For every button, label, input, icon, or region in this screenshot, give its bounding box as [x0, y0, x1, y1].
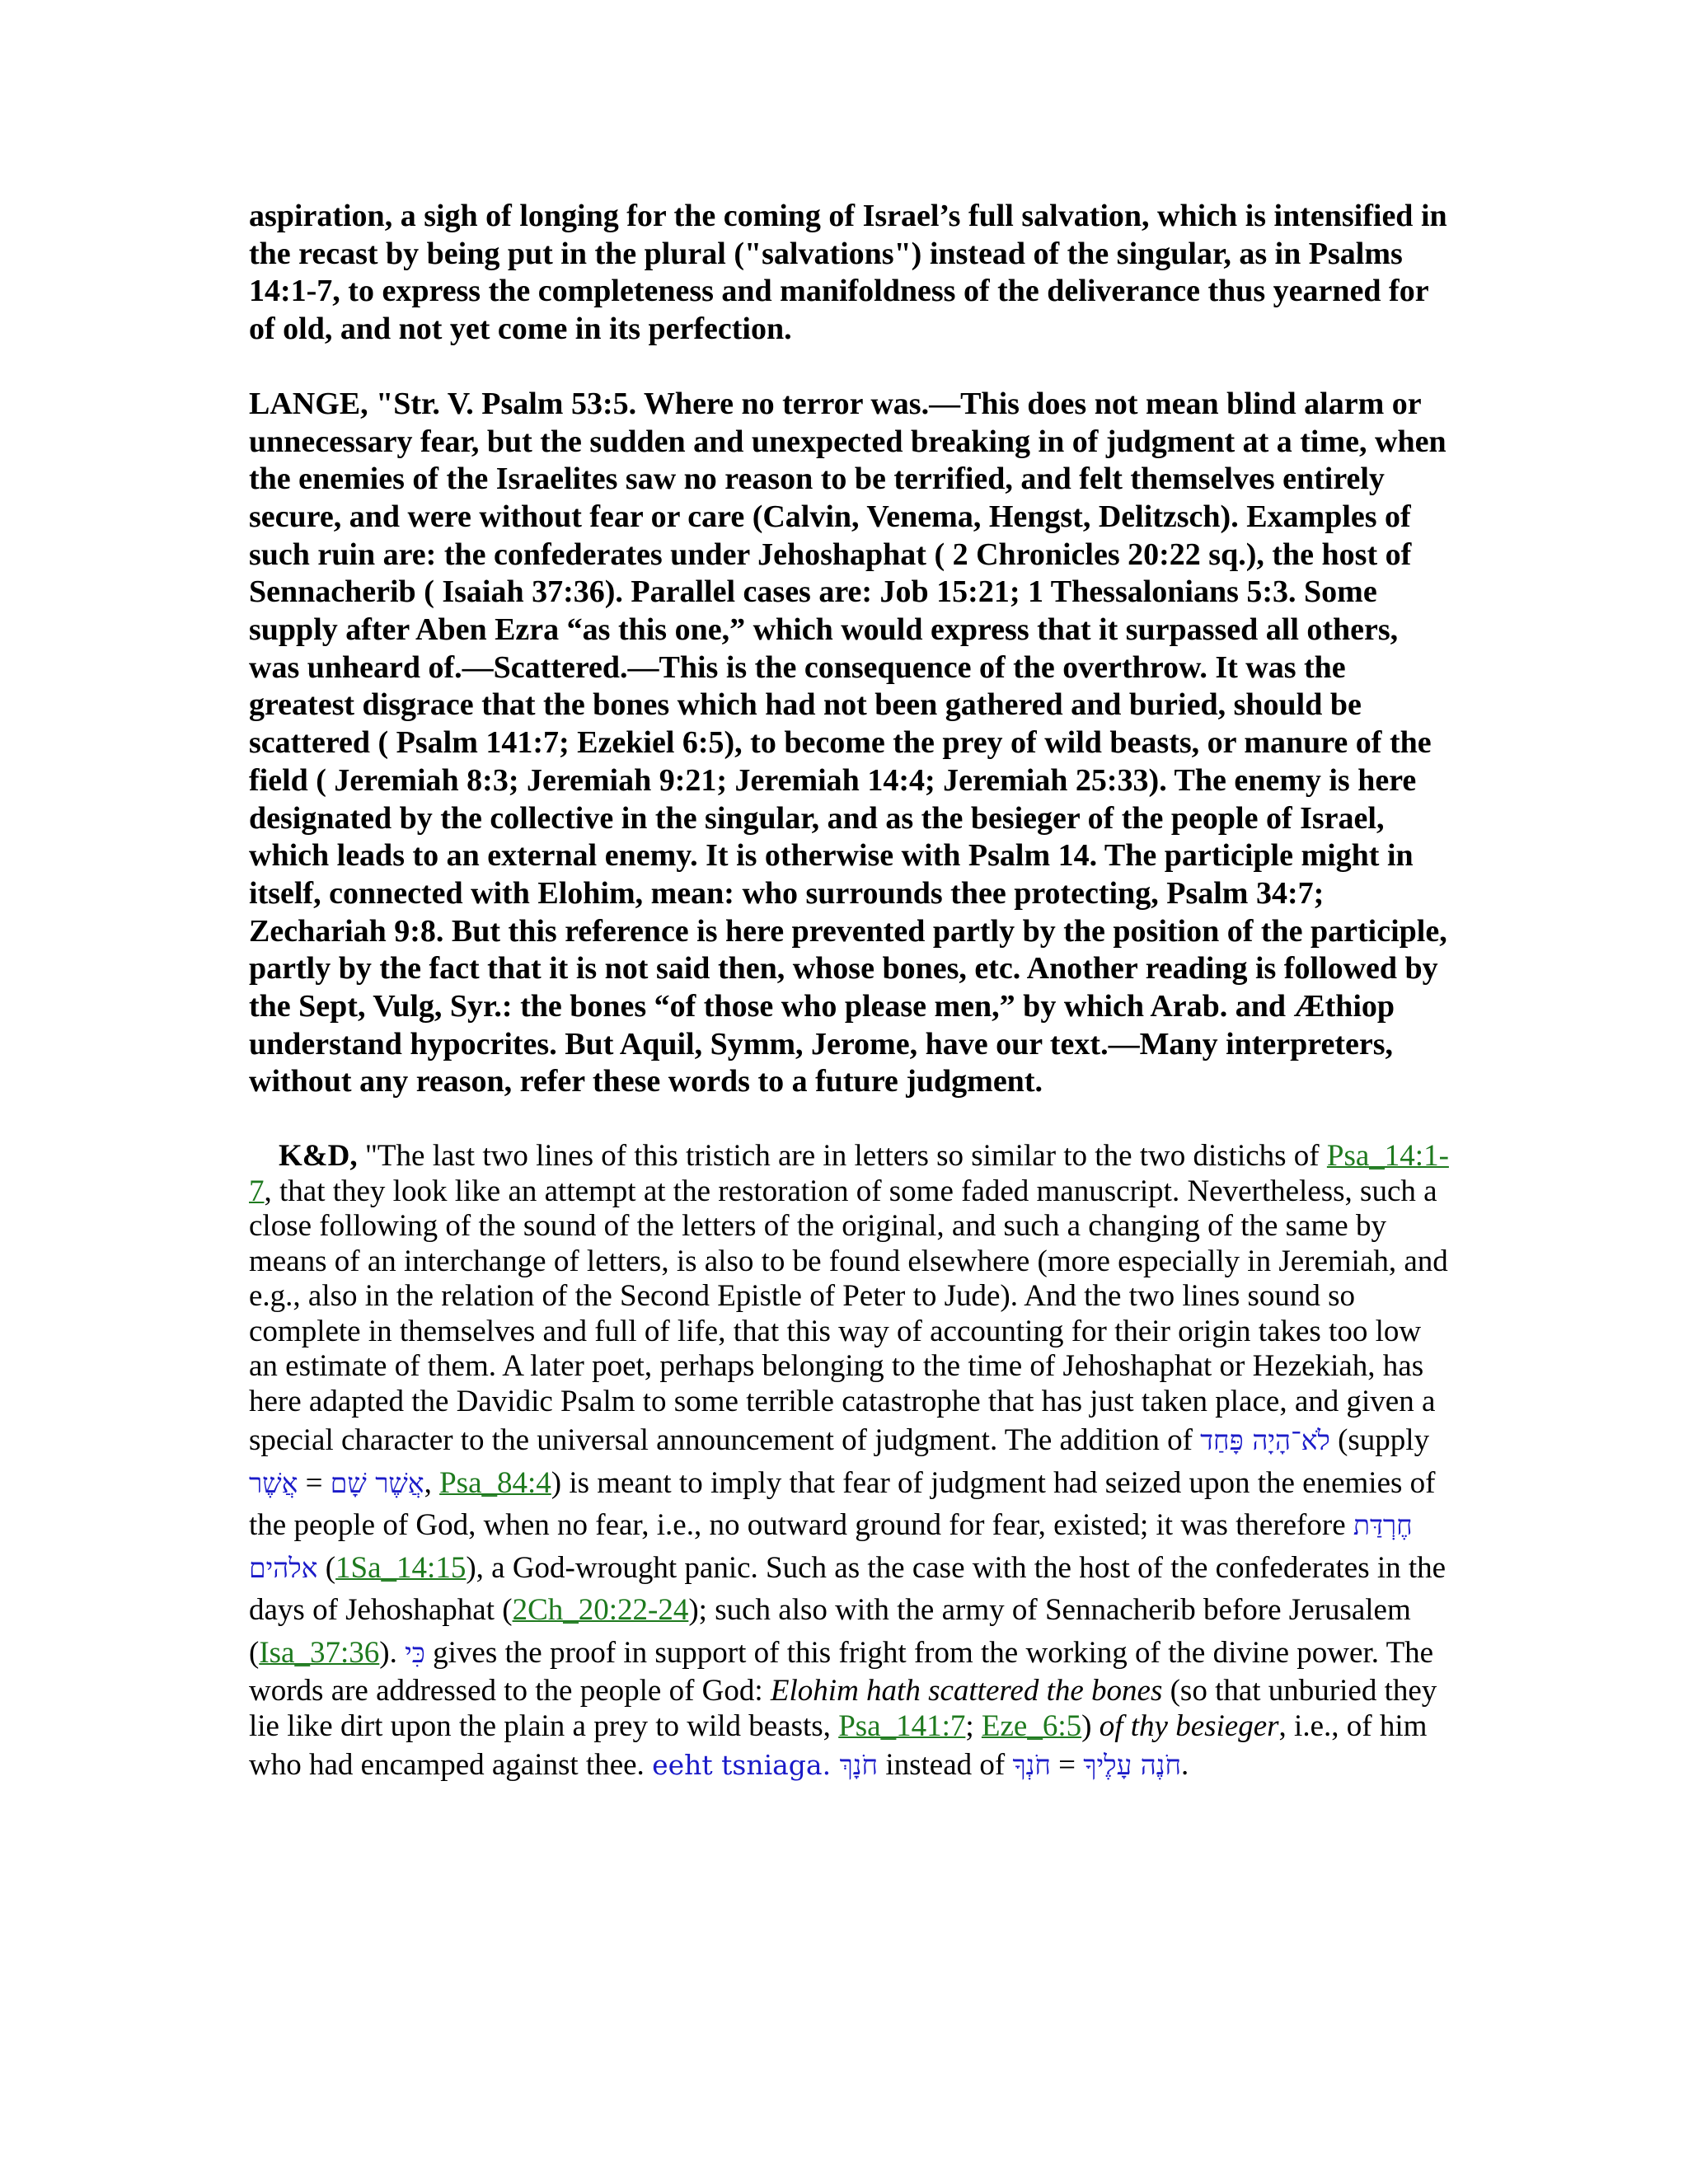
kd-text: from the working of the divine power. The words are addressed to the people of God: [249, 1635, 1434, 1708]
hebrew-word: חֹנְךָ [1012, 1749, 1051, 1782]
commentary-paragraph-kd [249, 1139, 1452, 1787]
hebrew-word: לֹא־הָיָה פָּחַד [1200, 1424, 1330, 1457]
kd-text: , [424, 1465, 440, 1500]
hebrew-word: אֲשֶׁר שָׁם [330, 1466, 424, 1499]
hebrew-word: חֶרְדַּת אלהים [249, 1509, 1413, 1584]
kd-text: = [1050, 1748, 1084, 1783]
kd-text: instead of [878, 1748, 1013, 1783]
kd-text: , that they look like an attempt at the restoration of some faded manuscript. Nevertheless, such a close following of the sound of the letters of the original, and such a changing of the same by means of an interchange of letters, is also to be found elsewhere (more especially in Jeremiah, and e.g., also in the relation of the Second Epistle of Peter to Jude). And the two lines sound so complete in themselves and full of life, that this way of accounting for their origin takes too low an estimate of them. A later poet, perhaps belonging to the time of Jehoshaphat or Hezekiah, has here adapted the Davidic Psalm to some terrible catastrophe that has just taken place, and given a special character to [249, 1174, 1448, 1458]
commentary-paragraph-lange: LANGE, "Str. V. Psalm 53:5. Where no terror was.—This does not mean blind alarm or unnecessary fear, but the sudden and unexpected breaking in of judgment at a time, when the enemies of the Israelites saw no reason to be terrified, and felt themselves entirely secure, and were without fear or care (Calvin, Venema, Hengst, Delitzsch). Examples of such ruin are: the confederates under Jehoshaphat ( 2 Chronicles 20:22 sq.), the host of Sennacherib ( Isaiah 37:36). Parallel cases are: Job 15:21; 1 Thessalonians 5:3. Some supply after Aben Ezra “as this one,” which would express that it surpassed all others, was unheard of.—Scattered.—This is the consequence of the overthrow. It was the greatest disgrace that the bones which had not been gathered and buried, should be scattered ( Psalm 141:7; Ezekiel 6:5), to become the prey of wild beasts, or manure of the field ( Jeremiah 8:3; Jeremiah 9:21; Jeremiah 14:4; Jeremiah 25:33). The enemy is here designated by the collective in the singular, and as the besieger of the people of Israel, which leads to an external enemy. It is otherwise with Psalm 14. The participle might in itself, connected with Elohim, mean: who surrounds thee protecting, Psalm 34:7; Zechariah 9:8. But this reference is here prevented partly by the position of the participle, partly by the fact that it is not said then, whose bones, etc. Another reading is followed by the Sept, Vulg, Syr.: the bones “of those who please men,” by which Arab. and Æthiop understand hypocrites. But Aquil, Symm, Jerome, have our text.—Many interpreters, without any reason, refer these words to a future judgment. [249, 386, 1447, 1099]
kd-text: . [1181, 1748, 1189, 1783]
hebrew-word: חֹנָךְ .eeht tsniaga [652, 1749, 879, 1782]
kd-text: ), a God-wrought panic. Such as the case with the host of the confederates in the days of Jehoshaphat ( [249, 1550, 1447, 1628]
hebrew-word: כִּי [405, 1636, 425, 1669]
kd-text: against thee. [491, 1748, 653, 1783]
scripture-link[interactable]: 2Ch_20:22-24 [512, 1593, 689, 1628]
kd-text: , i.e., of him who had encamped [249, 1708, 1428, 1783]
kd-text: ). [379, 1635, 406, 1670]
kd-text: "The last two lines of this tristich are in letters so similar to the two distichs of [357, 1139, 1327, 1174]
kd-italic-text: Elohim hath scattered the bones [770, 1674, 1163, 1708]
scripture-link[interactable]: Isa_37:36 [259, 1635, 380, 1670]
hebrew-word: חֹנֶה עָלֶיךָ [1083, 1749, 1182, 1782]
commentary-paragraph-aspiration: aspiration, a sigh of longing for the coming of Israel’s full salvation, which is intensified in the recast by being put in the plural ("salvations") instead of the singular, as in Psalms 14:1-7, to express the completeness and manifoldness of the deliverance thus yearned for of old, and not yet come in its perfection. [249, 199, 1447, 347]
page-content [249, 198, 1452, 1787]
kd-text: gives the proof in support of this fright [424, 1635, 914, 1670]
kd-text: (supply [1329, 1423, 1430, 1458]
kd-source-label: K&D, [279, 1139, 358, 1174]
scripture-link[interactable]: Psa_141:7 [838, 1708, 966, 1743]
kd-text: ); such also with the army of Sennacherib before Jerusalem ( [249, 1593, 1411, 1670]
scripture-link[interactable]: Psa_14:1-7 [249, 1139, 1449, 1208]
kd-text: = [298, 1465, 331, 1500]
kd-text: ) is meant to imply that fear of judgment had seized upon the enemies of the people of God, when no fear, i.e., no outward ground for fear, existed; it was therefore [249, 1465, 1436, 1543]
kd-text: ( [317, 1550, 336, 1585]
kd-text: the universal announcement of judgment. The addition of [491, 1423, 1201, 1458]
hebrew-word: אֲשֶׁר [249, 1466, 298, 1499]
kd-text-hebrew-lines [249, 1423, 1446, 1670]
kd-text-hebrew-lines [492, 1748, 1189, 1782]
kd-text: ) [1081, 1708, 1100, 1743]
kd-text: (so that unburied they lie like dirt upon the plain a prey to wild beasts, [249, 1674, 1437, 1743]
scripture-link[interactable]: Psa_84:4 [439, 1465, 551, 1500]
scripture-link[interactable]: Eze_6:5 [981, 1708, 1082, 1743]
kd-italic-text: of thy besieger [1099, 1708, 1279, 1743]
scripture-link[interactable]: 1Sa_14:15 [335, 1550, 467, 1585]
kd-text: ; [965, 1708, 982, 1743]
